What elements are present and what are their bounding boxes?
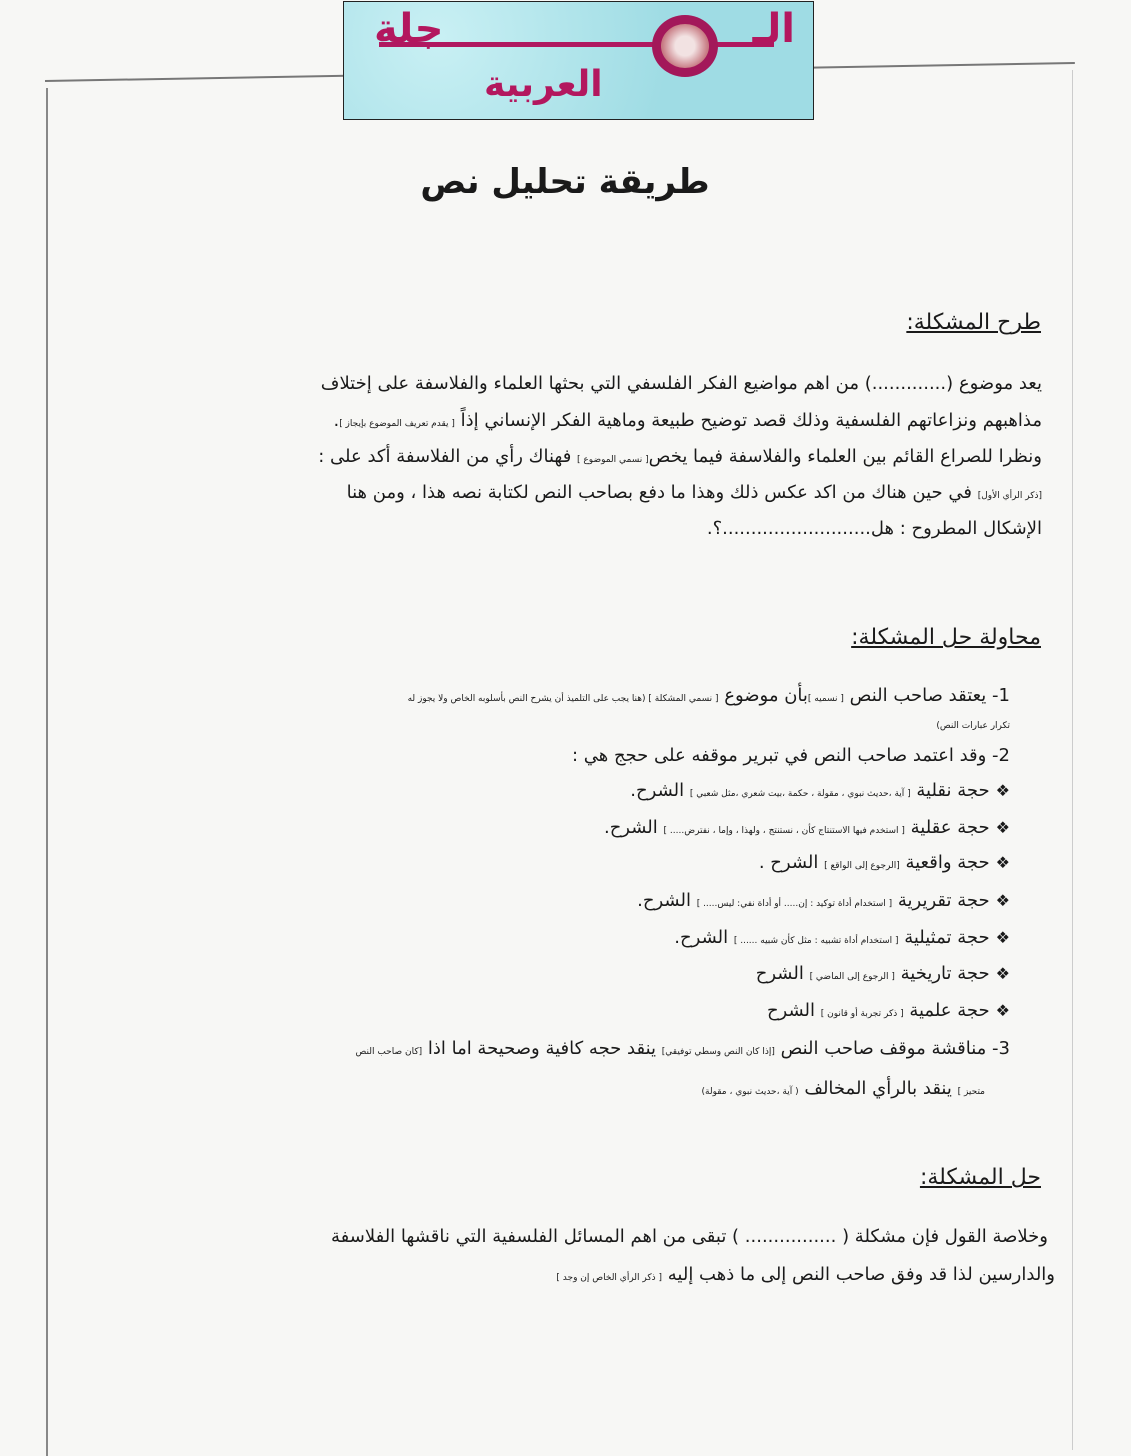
bracket-note: [ ذكر الرأي الخاص إن وجد ] xyxy=(556,1273,663,1283)
line-text: وخلاصة القول فإن مشكلة ( ................ ) تبقى من اهم المسائل الفلسفية التي ناقشها الفلاسفة xyxy=(331,1226,1048,1247)
line-text: حجة علمية xyxy=(903,1000,990,1021)
bracket-note: ( آية ،حديث نبوي ، مقولة) xyxy=(701,1087,799,1097)
text-line xyxy=(355,1038,1010,1059)
bullet-icon: ❖ xyxy=(995,853,1010,872)
bullet-icon: ❖ xyxy=(995,781,1010,800)
bullet-icon: ❖ xyxy=(995,818,1010,837)
text-line xyxy=(707,518,1042,539)
text-line xyxy=(321,373,1042,394)
logo-word-al: الـ xyxy=(752,6,795,52)
line-text: ونظرا للصراع القائم بين العلماء والفلاسفة فيما يخص xyxy=(648,446,1042,467)
line-text: الشرح xyxy=(766,1000,821,1021)
text-line xyxy=(331,1226,1048,1247)
text-line xyxy=(347,482,1042,503)
line-text: الشرح. xyxy=(637,890,697,911)
text-line xyxy=(759,852,1010,873)
logo-word-jala: جلة xyxy=(374,6,444,52)
bracket-note: [ نسميه ] xyxy=(807,694,844,704)
line-text: حجة تمثيلية xyxy=(898,927,990,948)
text-line xyxy=(556,1264,1055,1285)
line-text: حجة تقريرية xyxy=(892,890,990,911)
bullet-icon: ❖ xyxy=(995,891,1010,910)
line-text: الشرح. xyxy=(674,927,734,948)
bracket-note: [ استخدم فيها الاستنتاج كأن ، نستنتج ، ولهذا ، وإما ، نفترض..... ] xyxy=(663,826,905,836)
bracket-note: [ آية ،حديث نبوي ، مقولة ، حكمة ،بيت شعري ،مثل شعبي ] xyxy=(689,789,911,799)
line-text: 1- يعتقد صاحب النص xyxy=(843,685,1010,706)
bracket-note: [ استخدام أداة توكيد : إن..... أو أداة نفي: ليس..... ] xyxy=(696,899,893,909)
bracket-note: [الرجوع إلى الواقع ] xyxy=(824,861,900,871)
text-line xyxy=(318,446,1042,467)
bracket-note: [إذا كان النص وسطي توفيقي] xyxy=(661,1047,775,1057)
bullet-icon: ❖ xyxy=(995,1001,1010,1020)
frame-right-border xyxy=(1072,70,1073,1450)
text-line xyxy=(701,1078,985,1099)
line-text: في حين هناك من اكد عكس ذلك وهذا ما دفع بصاحب النص لكتابة نصه هذا ، ومن هنا xyxy=(346,482,978,503)
bracket-note: [ يقدم تعريف الموضوع بإيجاز ] xyxy=(339,419,455,429)
line-text: الشرح. xyxy=(630,780,690,801)
section-heading: حل المشكلة: xyxy=(919,1165,1041,1190)
section-heading: محاولة حل المشكلة: xyxy=(851,625,1041,650)
line-text: حجة واقعية xyxy=(899,852,990,873)
line-text: مذاهبهم ونزاعاتهم الفلسفية وذلك قصد توضيح طبيعة وماهية الفكر الإنساني إذاً xyxy=(454,410,1042,431)
logo-word-arabia: العربية xyxy=(484,64,603,105)
text-line xyxy=(333,410,1042,431)
line-text: حجة نقلية xyxy=(910,780,990,801)
line-text: 3- مناقشة موقف صاحب النص xyxy=(774,1038,1010,1059)
text-line xyxy=(408,685,1010,706)
page-title: طريقة تحليل نص xyxy=(420,162,710,202)
line-text: والدارسين لذا قد وفق صاحب النص إلى ما ذهب إليه xyxy=(662,1264,1055,1285)
bracket-note: تكرار عبارات النص) xyxy=(936,721,1010,731)
text-line xyxy=(767,1000,1010,1021)
line-text: حجة عقلية xyxy=(904,817,990,838)
line-text: فهناك رأي من الفلاسفة أكد على : xyxy=(318,446,578,467)
magazine-logo-banner xyxy=(343,1,814,120)
line-text: يعد موضوع (.............) من اهم مواضيع الفكر الفلسفي التي بحثها العلماء والفلاسفة على إختلاف xyxy=(320,373,1042,394)
line-text: الشرح. xyxy=(603,817,664,838)
line-text: ينقد حجه كافية وصحيحة اما اذا xyxy=(422,1038,662,1059)
text-line xyxy=(936,712,1010,733)
bullet-icon: ❖ xyxy=(995,964,1010,983)
text-line xyxy=(572,745,1010,766)
bracket-note: [ استخدام أداة تشبيه : مثل كأن شبيه ...... ] xyxy=(733,936,899,946)
bracket-note: [ نسمي الموضوع ] xyxy=(577,455,649,465)
text-line xyxy=(604,817,1010,838)
line-text: . xyxy=(333,410,340,431)
bracket-note: [ذكر الرأي الأول] xyxy=(977,491,1042,501)
line-text: بأن موضوع xyxy=(718,685,808,706)
bullet-icon: ❖ xyxy=(995,928,1010,947)
bracket-note: [ نسمي المشكلة ] (هنا يجب على التلميذ أن يشرح النص بأسلوبه الخاص ولا يجوز له xyxy=(407,694,719,704)
frame-left-border xyxy=(46,88,48,1456)
bracket-note: [ ذكر تجربة أو قانون ] xyxy=(820,1009,904,1019)
text-line xyxy=(637,890,1010,911)
line-text: ينقد بالرأي المخالف xyxy=(798,1078,958,1099)
line-text: الإشكال المطروح : هل..........................؟. xyxy=(706,518,1042,539)
line-text: 2- وقد اعتمد صاحب النص في تبرير موقفه على حجج هي : xyxy=(571,745,1010,766)
text-line xyxy=(630,780,1010,801)
line-text: الشرح . xyxy=(758,852,825,873)
line-text: حجة تاريخية xyxy=(894,963,990,984)
bracket-note: متحيز ] xyxy=(957,1087,985,1097)
bracket-note: [كان صاحب النص xyxy=(355,1047,423,1057)
text-line xyxy=(756,963,1010,984)
section-heading: طرح المشكلة: xyxy=(906,310,1041,335)
text-line xyxy=(674,927,1010,948)
logo-portrait-ring xyxy=(652,15,718,77)
line-text: الشرح xyxy=(755,963,810,984)
bracket-note: [ الرجوع إلى الماضي ] xyxy=(809,972,895,982)
